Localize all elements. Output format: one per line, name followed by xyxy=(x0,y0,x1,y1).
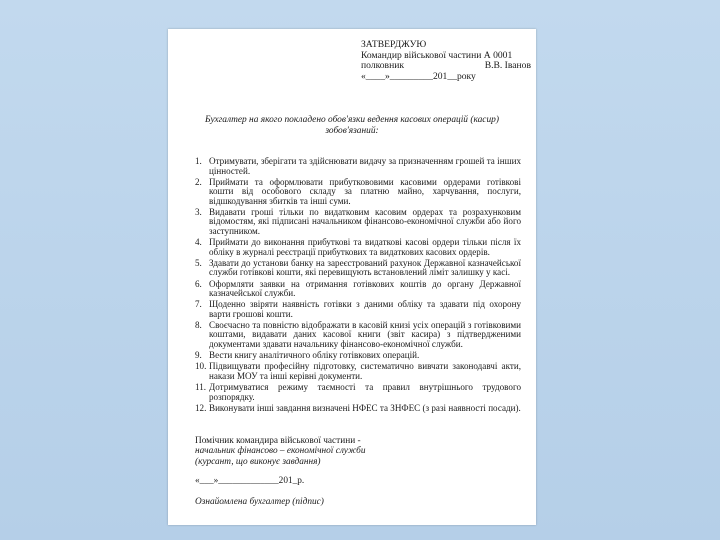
list-item xyxy=(195,178,521,207)
signature-date: «___»_____________201_р. xyxy=(195,476,305,487)
list-item xyxy=(195,362,521,381)
list-item xyxy=(195,280,521,299)
item-number: 10. xyxy=(195,361,207,372)
item-text: Своєчасно та повністю відображати в касовій книзі усіх операцій з готівковими коштами, видавати даних касової книги (звіт касира) з підтвердженими документами здавати начальнику фінансово-економічної служби. xyxy=(209,319,521,349)
item-text: Отримувати, зберігати та здійснювати видачу за призначенням грошей та інших цінностей. xyxy=(209,156,521,176)
item-text: Вести книгу аналітичного обліку готівкових операцій. xyxy=(209,350,420,361)
signature-line-3: (курсант, що виконує завдання) xyxy=(195,456,321,467)
item-number: 8. xyxy=(195,319,202,330)
list-item xyxy=(195,208,521,237)
approval-rank-name xyxy=(361,61,531,72)
item-number: 9. xyxy=(195,350,202,361)
list-item xyxy=(195,383,521,402)
item-number: 3. xyxy=(195,206,202,217)
approval-heading: ЗАТВЕРДЖУЮ xyxy=(361,40,427,50)
list-item xyxy=(195,157,521,176)
item-text: Здавати до установи банку на зареєстрований рахунок Державної казначейської служби готівкові кошти, які перевищують встановлений ліміт залишку у касі. xyxy=(209,257,521,278)
list-item xyxy=(195,321,521,350)
item-text: Видавати гроші тільки по видатковим касовим ордерах та розрахунковим відомостям, які підписані начальником фінансово-економічної служби або його заступником. xyxy=(209,206,521,237)
item-text: Щоденно звіряти наявність готівки з даними обліку та здавати під охорону варти грошові кошти. xyxy=(209,299,521,319)
item-text: Дотримуватися режиму таємності та правил внутрішнього трудового розпорядку. xyxy=(209,381,521,402)
approval-rank: полковник xyxy=(361,61,405,72)
document-page xyxy=(168,29,536,525)
document-subtitle: Бухгалтер на якого покладено обов'язки ведення касових операцій (касир) зобов'язаний: xyxy=(205,115,499,136)
item-number: 4. xyxy=(195,237,202,248)
signature-line-2: начальник фінансово – економічної служби xyxy=(195,446,366,457)
item-text: Підвищувати професійну підготовку, систематично вивчати законодавчі акти, накази МОУ та інші керівні документи. xyxy=(209,361,521,381)
item-text: Оформляти заявки на отримання готівкових коштів до органу Державної казначейської служби. xyxy=(209,278,521,299)
item-number: 5. xyxy=(195,257,202,268)
acknowledgement: Ознайомлена бухгалтер (підпис) xyxy=(195,496,324,507)
item-number: 11. xyxy=(195,381,207,392)
list-item xyxy=(195,404,521,414)
signature-block xyxy=(195,436,515,507)
item-text: Приймати до виконання прибуткові та видаткові касові ордери тільки після їх обліку в журналі реєстрації прибуткових та видаткових касових ордерів. xyxy=(209,237,521,257)
signature-line-1: Помічник командира військової частини - xyxy=(195,436,361,446)
list-item xyxy=(195,259,521,278)
list-item xyxy=(195,300,521,319)
duties-list xyxy=(195,157,521,415)
item-number: 12. xyxy=(195,402,207,413)
approval-block xyxy=(361,40,531,82)
list-item xyxy=(195,351,521,361)
item-text: Приймати та оформлювати прибуткововими касовими ордерами готівкові кошти від особового складу за платню майно, харчування, послуги, відшкодування збитків та інші суми. xyxy=(209,176,521,206)
item-number: 2. xyxy=(195,176,202,187)
item-number: 7. xyxy=(195,299,202,310)
approval-position: Командир військової частини А 0001 xyxy=(361,50,513,61)
item-text: Виконувати інші завдання визначені НФЕС та ЗНФЕС (з разі наявності посади). xyxy=(209,402,521,413)
item-number: 6. xyxy=(195,278,202,289)
approval-name: В.В. Іванов xyxy=(484,61,531,72)
item-number: 1. xyxy=(195,156,202,166)
approval-date: «____»_________201__року xyxy=(361,71,476,82)
list-item xyxy=(195,238,521,257)
